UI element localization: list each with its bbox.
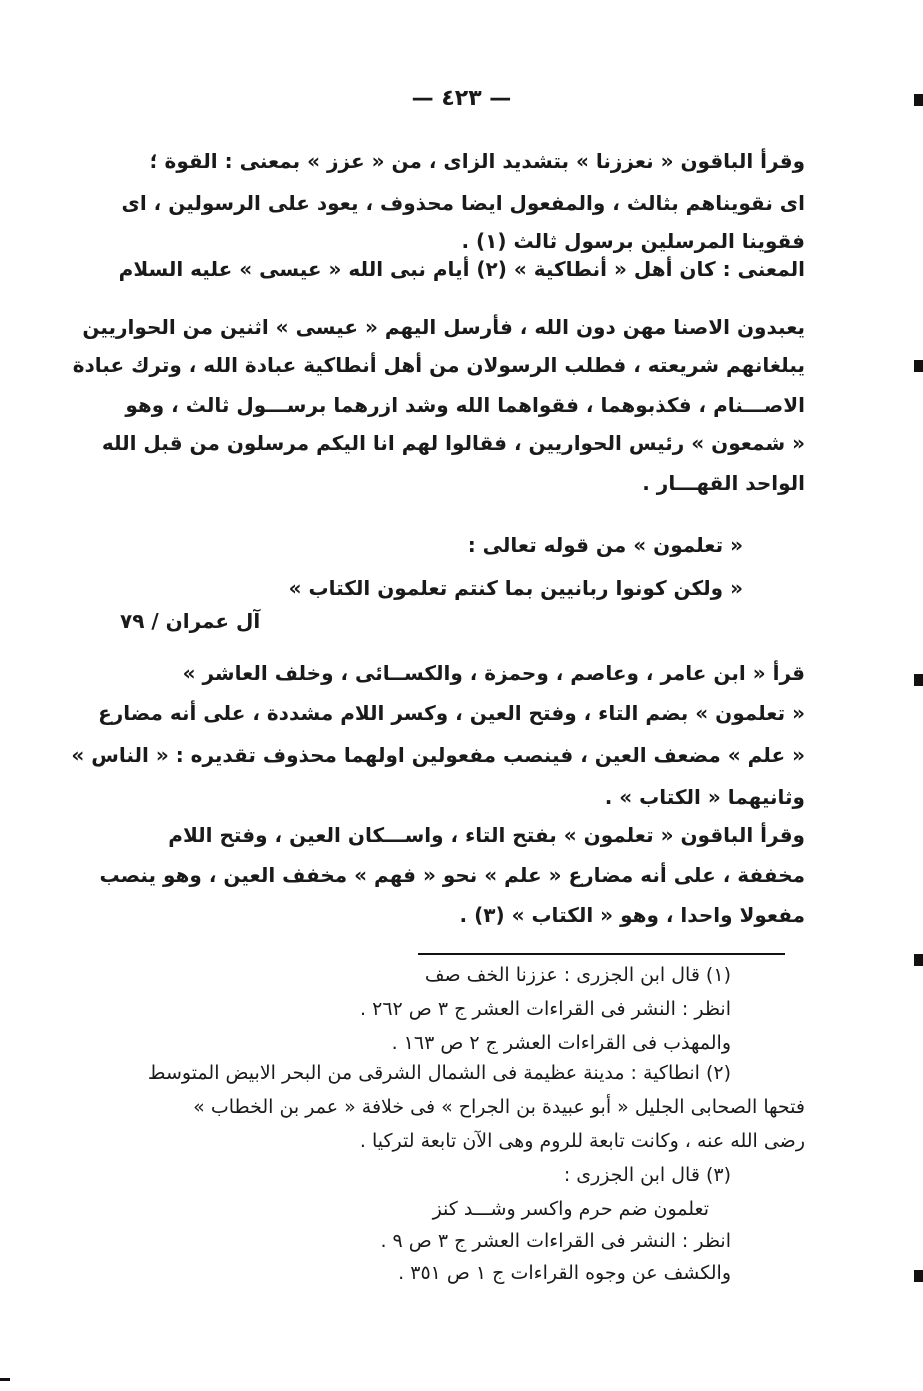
body-line: اى نقويناهم بثالث ، والمفعول ايضا محذوف ، يعود على الرسولين ، اى	[121, 191, 805, 215]
quranic-verse: « ولكن كونوا ربانيين بما كنتم تعلمون الكتاب »	[288, 576, 743, 600]
body-line: المعنى : كان أهل « أنطاكية » (٢) أيام نبى الله « عيسى » عليه السلام	[118, 257, 805, 281]
scan-corner-mark	[0, 1378, 10, 1381]
scan-edge-mark	[914, 360, 923, 372]
body-line: وقرأ الباقون « نعززنا » بتشديد الزاى ، من « عزز » بمعنى : القوة ؛	[149, 149, 805, 173]
footnote-line: والمهذب فى القراءات العشر ج ٢ ص ١٦٣ .	[391, 1032, 731, 1054]
verse-reference: آل عمران / ٧٩	[120, 609, 261, 633]
footnote-line: (١) قال ابن الجزرى : عززنا الخف صف	[424, 964, 731, 986]
footnote-line: فتحها الصحابى الجليل « أبو عبيدة بن الجراح » فى خلافة « عمر بن الخطاب »	[193, 1096, 805, 1118]
body-line: « تعلمون » بضم التاء ، وفتح العين ، وكسر اللام مشددة ، على أنه مضارع	[98, 701, 805, 725]
scan-edge-mark	[914, 94, 923, 106]
scan-edge-mark	[914, 1270, 923, 1282]
body-line: « علم » مضعف العين ، فينصب مفعولين اولهما محذوف تقديره : « الناس »	[71, 743, 805, 767]
body-line: قرأ « ابن عامر ، وعاصم ، وحمزة ، والكســائى ، وخلف العاشر »	[182, 661, 805, 685]
body-line: يبلغانهم شريعته ، فطلب الرسولان من أهل أنطاكية عبادة الله ، وترك عبادة	[72, 353, 805, 377]
body-line: فقوينا المرسلين برسول ثالث (١) .	[461, 229, 805, 253]
body-line: الواحد القهـــار .	[642, 471, 805, 495]
body-line: الاصـــنام ، فكذبوهما ، فقواهما الله وشد ازرهما برســـول ثالث ، وهو	[125, 393, 805, 417]
section-heading: « تعلمون » من قوله تعالى :	[467, 533, 743, 557]
footnote-line: (٣) قال ابن الجزرى :	[563, 1164, 731, 1186]
footnote-line: (٢) انطاكية : مدينة عظيمة فى الشمال الشرقى من البحر الابيض المتوسط	[147, 1062, 731, 1084]
scan-edge-mark	[914, 674, 923, 686]
body-line: مفعولا واحدا ، وهو « الكتاب » (٣) .	[459, 903, 805, 927]
body-line: وثانيهما « الكتاب » .	[604, 785, 805, 809]
body-line: « شمعون » رئيس الحواريين ، فقالوا لهم انا اليكم مرسلون من قبل الله	[101, 431, 805, 455]
footnote-line: انظر : النشر فى القراءات العشر ج ٣ ص ٢٦٢ .	[360, 998, 731, 1020]
body-line: وقرأ الباقون « تعلمون » بفتح التاء ، واســـكان العين ، وفتح اللام	[168, 823, 805, 847]
scan-edge-mark	[914, 954, 923, 966]
footnote-line: والكشف عن وجوه القراءات ج ١ ص ٣٥١ .	[398, 1262, 731, 1284]
page-number: — ٤٢٣ —	[411, 86, 512, 111]
footnote-line: رضى الله عنه ، وكانت تابعة للروم وهى الآن تابعة لتركيا .	[359, 1130, 805, 1152]
body-line: يعبدون الاصنا مهن دون الله ، فأرسل اليهم « عيسى » اثنين من الحواريين	[82, 315, 805, 339]
footnote-poem-line: تعلمون ضم حرم واكسر وشـــد كنز	[432, 1198, 709, 1220]
footnote-line: انظر : النشر فى القراءات العشر ج ٣ ص ٩ .	[380, 1230, 731, 1252]
body-line: مخففة ، على أنه مضارع « علم » نحو « فهم » مخفف العين ، وهو ينصب	[99, 863, 805, 887]
footnote-separator	[418, 953, 785, 955]
